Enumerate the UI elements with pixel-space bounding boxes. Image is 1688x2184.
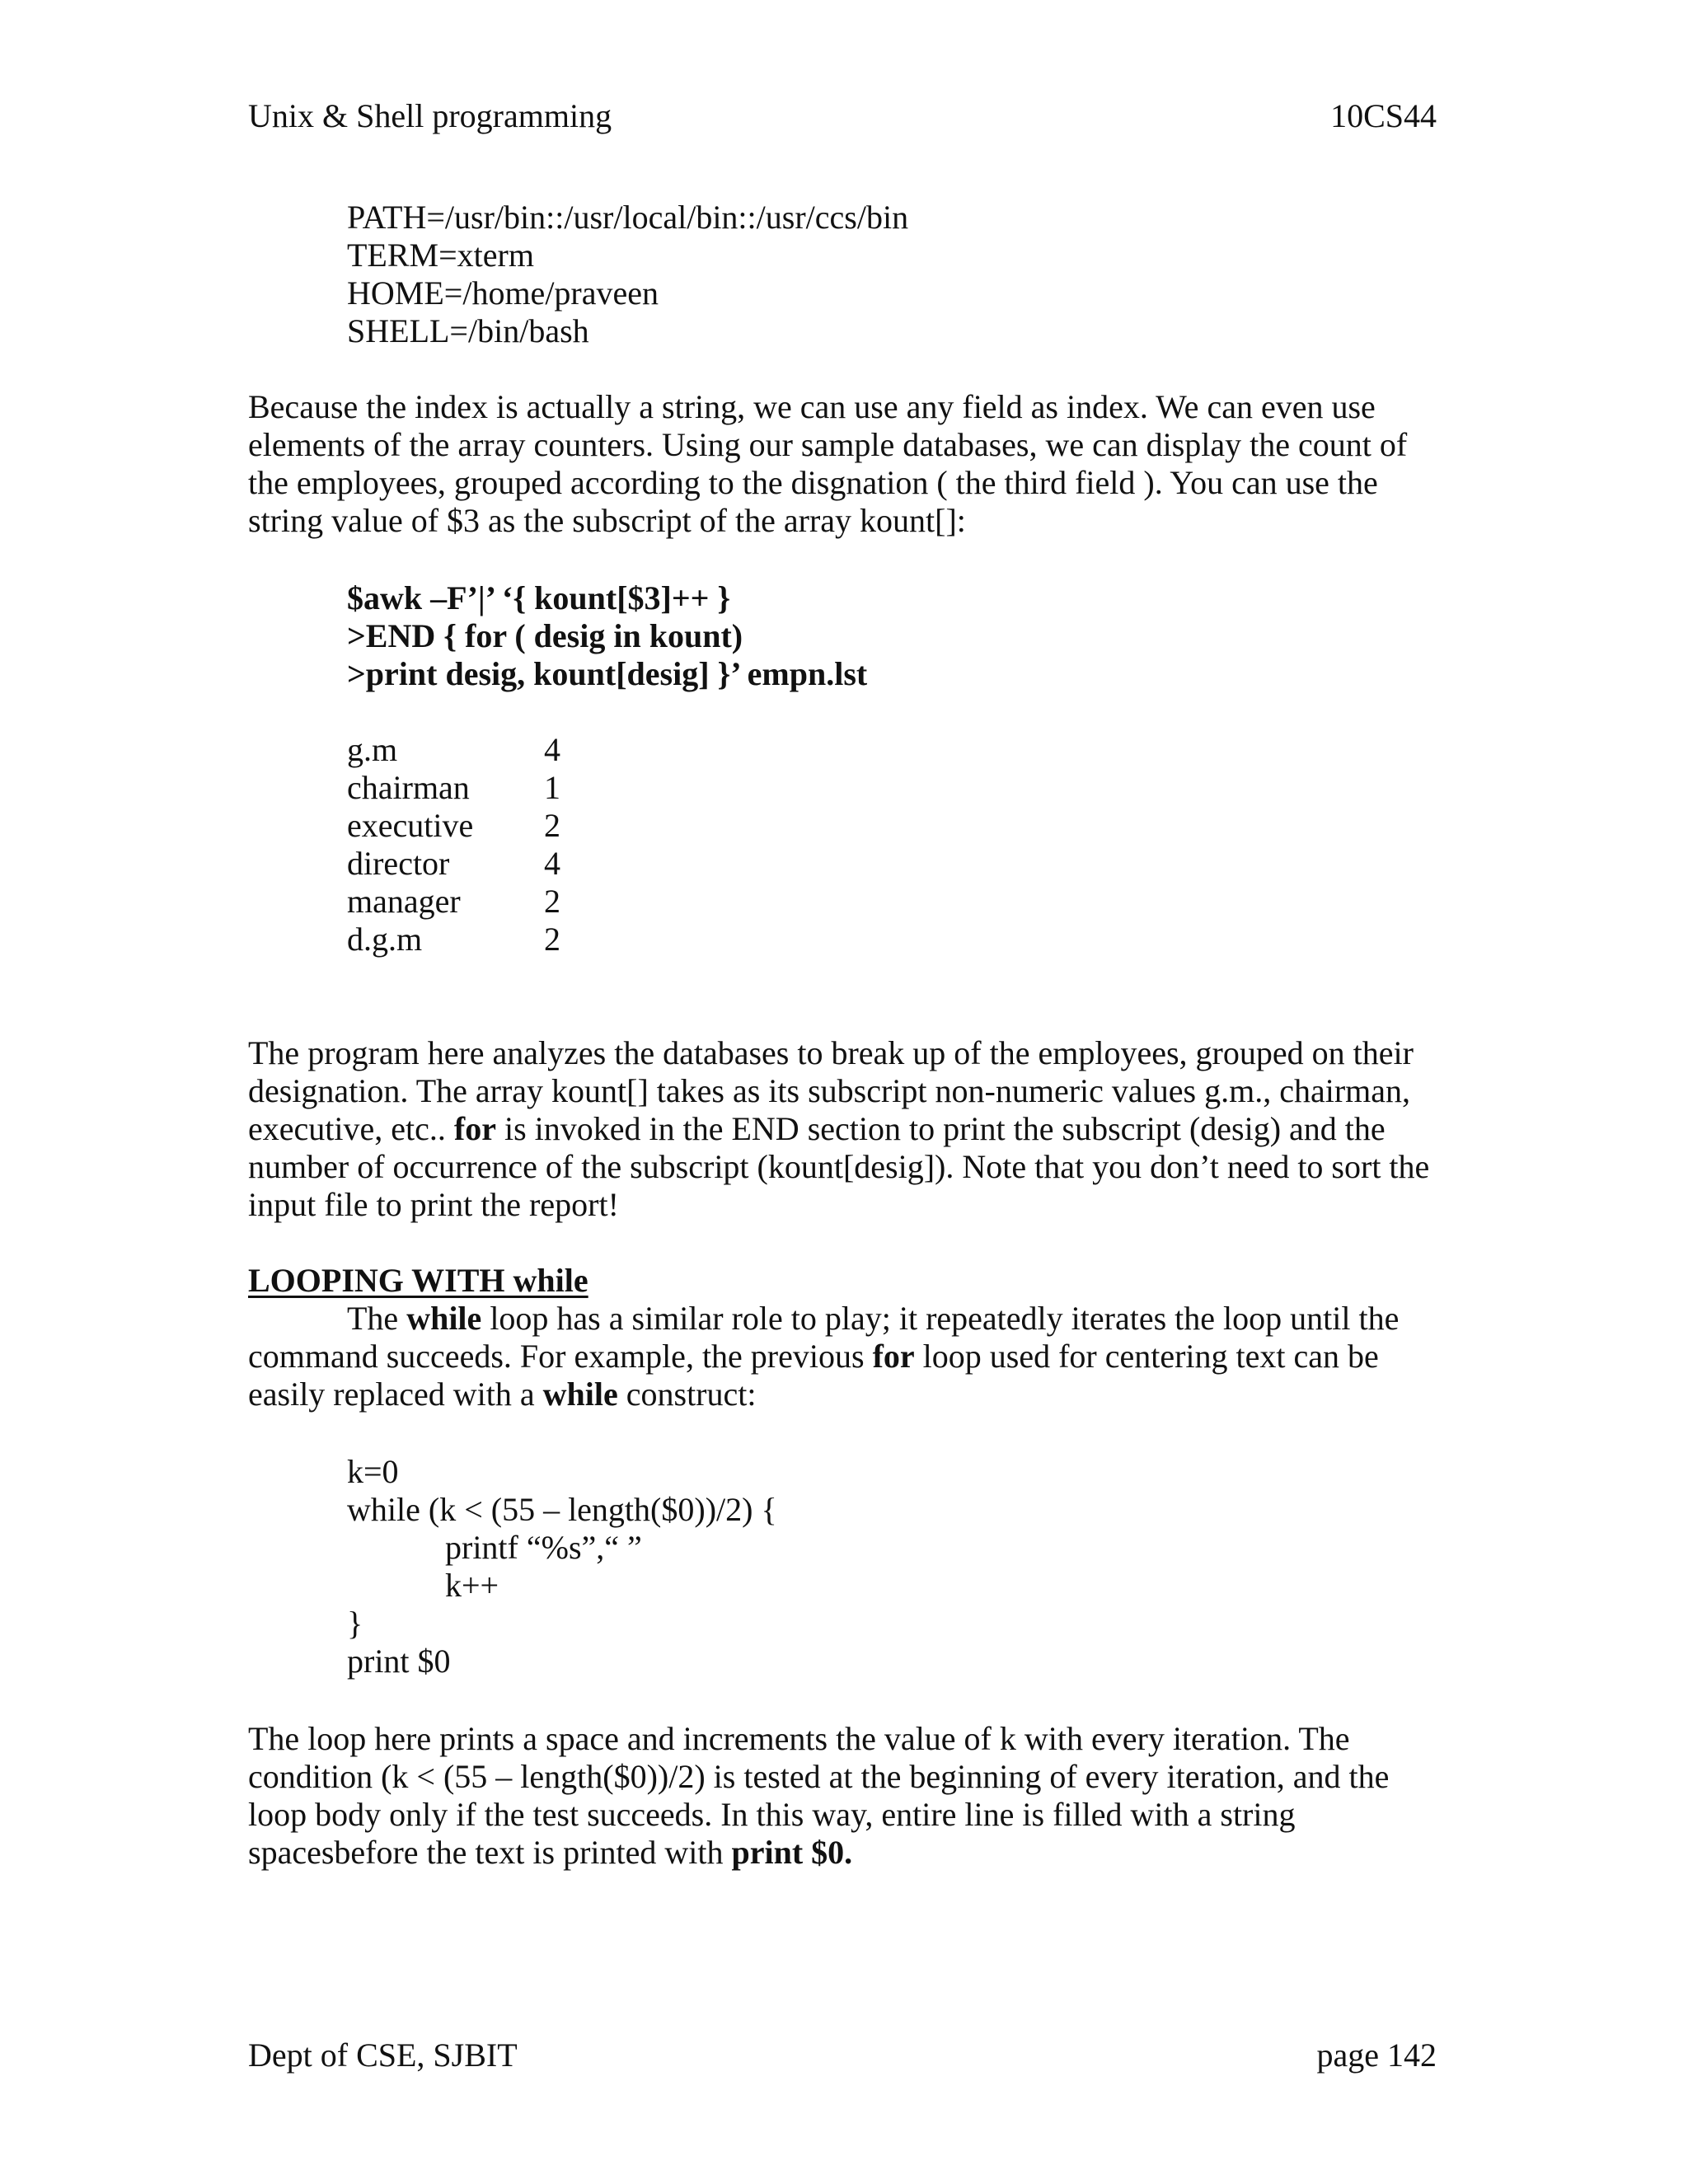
output-desig: g.m (347, 731, 398, 768)
code-line: print $0 (347, 1643, 451, 1680)
code-line: printf “%s”,“ ” (445, 1529, 642, 1566)
output-count: 2 (544, 921, 560, 958)
header-title: Unix & Shell programming (248, 97, 612, 134)
env-line: SHELL=/bin/bash (347, 312, 589, 349)
paragraph-line: executive, etc.. for is invoked in the END section to print the subscript (desig) and the (248, 1110, 1386, 1147)
section-heading: LOOPING WITH while (248, 1262, 588, 1299)
output-count: 2 (544, 807, 560, 844)
env-line: TERM=xterm (347, 237, 534, 274)
output-count: 4 (544, 731, 560, 768)
env-line: HOME=/home/praveen (347, 274, 659, 312)
paragraph-line: string value of $3 as the subscript of the array kount[]: (248, 502, 966, 539)
output-desig: executive (347, 807, 474, 844)
paragraph-line: The program here analyzes the databases to break up of the employees, grouped on their (248, 1034, 1414, 1071)
paragraph-line: The loop here prints a space and increments the value of k with every iteration. The (248, 1720, 1350, 1757)
paragraph-line: condition (k < (55 – length($0))/2) is tested at the beginning of every iteration, and the (248, 1758, 1390, 1795)
footer-page-number: page 142 (1316, 2036, 1437, 2074)
paragraph-line: The while loop has a similar role to play; it repeatedly iterates the loop until the (347, 1300, 1400, 1337)
paragraph-line: the employees, grouped according to the disgnation ( the third field ). You can use the (248, 464, 1378, 501)
output-desig: manager (347, 883, 461, 920)
paragraph-line: Because the index is actually a string, we can use any field as index. We can even use (248, 388, 1376, 425)
paragraph-line: elements of the array counters. Using our sample databases, we can display the count of (248, 426, 1408, 463)
paragraph-line: easily replaced with a while construct: (248, 1376, 757, 1413)
footer-dept: Dept of CSE, SJBIT (248, 2036, 518, 2074)
env-line: PATH=/usr/bin::/usr/local/bin::/usr/ccs/bin (347, 199, 909, 236)
output-desig: director (347, 845, 450, 882)
output-count: 2 (544, 883, 560, 920)
paragraph-line: designation. The array kount[] takes as its subscript non-numeric values g.m., chairman, (248, 1072, 1410, 1109)
paragraph-line: input file to print the report! (248, 1186, 619, 1223)
code-line: while (k < (55 – length($0))/2) { (347, 1491, 777, 1528)
code-line: k++ (445, 1567, 499, 1604)
paragraph-line: loop body only if the test succeeds. In this way, entire line is filled with a string (248, 1796, 1296, 1833)
code-line: k=0 (347, 1453, 399, 1490)
awk-command-line: >END { for ( desig in kount) (347, 617, 743, 654)
paragraph-line: spacesbefore the text is printed with print $0. (248, 1834, 853, 1871)
code-line: } (347, 1605, 363, 1642)
awk-command-line: $awk –F’|’ ‘{ kount[$3]++ } (347, 579, 731, 616)
output-desig: d.g.m (347, 921, 423, 958)
output-desig: chairman (347, 769, 470, 806)
awk-command-line: >print desig, kount[desig] }’ empn.lst (347, 655, 868, 692)
output-count: 4 (544, 845, 560, 882)
paragraph-line: number of occurrence of the subscript (kount[desig]). Note that you don’t need to sort the (248, 1148, 1430, 1185)
paragraph-line: command succeeds. For example, the previous for loop used for centering text can be (248, 1338, 1379, 1375)
header-course-code: 10CS44 (1330, 97, 1437, 134)
output-count: 1 (544, 769, 560, 806)
